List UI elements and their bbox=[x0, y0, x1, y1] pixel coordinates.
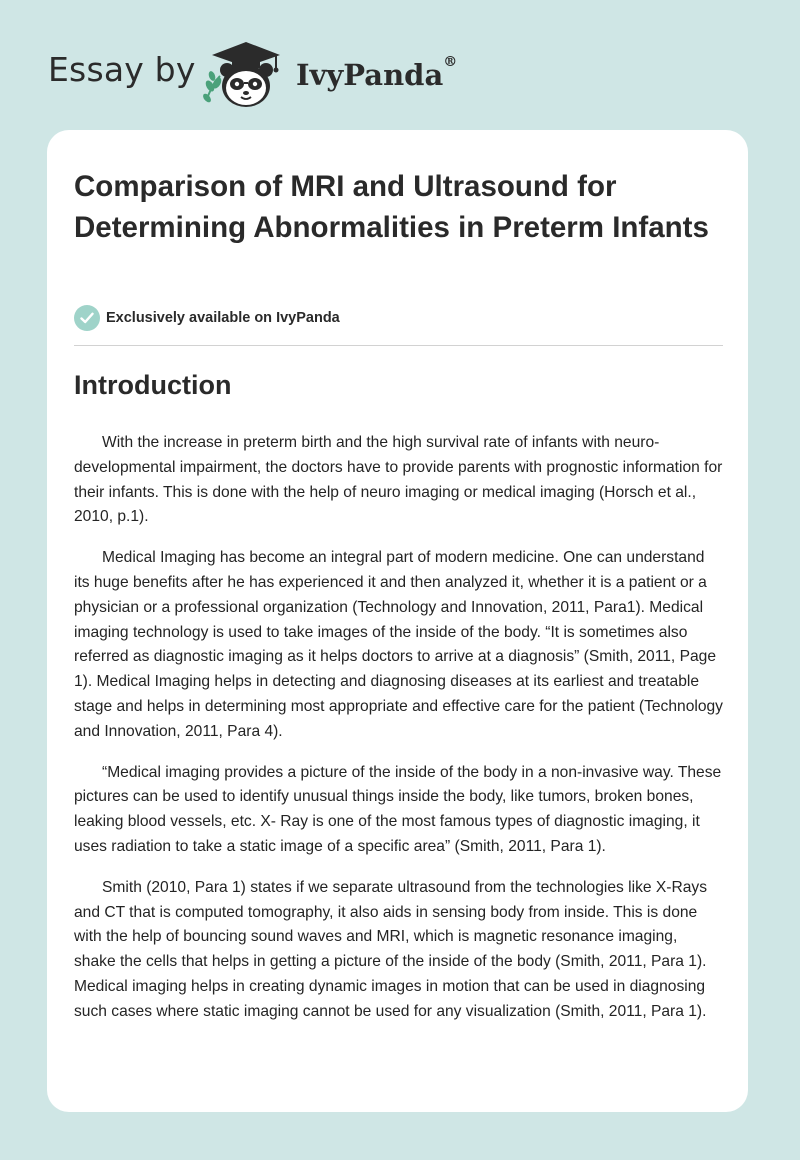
paragraph: Medical Imaging has become an integral part of modern medicine. One can understand its huge benefits after he has experienced it and then analyzed it, whether it is a patient or a physician or a professional organization (Technology and Innovation, 2011, Para1). Medical imaging technology is used to take images of the inside of the body. “It is sometimes also referred as diagnostic imaging as it helps doctors to arrive at a diagnosis” (Smith, 2011, Page 1). Medical Imaging helps in detecting and diagnosing diseases at its earliest and treatable stage and helps in determining most appropriate and effective care for the patient (Technology and Innovation, 2011, Para 4). bbox=[74, 549, 723, 740]
essay-card bbox=[47, 130, 748, 1112]
essay-body bbox=[74, 431, 723, 1041]
brand-name[interactable] bbox=[296, 54, 458, 92]
check-icon bbox=[74, 305, 100, 331]
essay-by-label: Essay by bbox=[48, 50, 196, 89]
paragraph: “Medical imaging provides a picture of the inside of the body in a non-invasive way. These pictures can be used to identify unusual things inside the body, like tumors, broken bones, leaking blood vessels, etc. X- Ray is one of the most famous types of diagnostic imaging, it uses radiation to take a static image of a specific area” (Smith, 2011, Para 1). bbox=[74, 763, 722, 855]
brand-name-text: IvyPanda bbox=[296, 58, 444, 92]
site-header bbox=[0, 0, 800, 120]
section-heading: Introduction bbox=[74, 370, 232, 400]
exclusive-badge bbox=[74, 305, 340, 331]
panda-logo-icon[interactable] bbox=[200, 36, 290, 110]
paragraph: Smith (2010, Para 1) states if we separate ultrasound from the technologies like X-Rays and CT that is computed tomography, it also aids in sensing body from inside. This is done with the help of bouncing sound waves and MRI, which is magnetic resonance imaging, shake the cells that helps in getting a picture of the inside of the body (Smith, 2011, Para 1). Medical imaging helps in creating dynamic images in motion that can be used in diagnosing such cases where static imaging cannot be used for any visualization (Smith, 2011, Para 1). bbox=[74, 878, 707, 1020]
registered-mark: ® bbox=[443, 54, 458, 70]
divider bbox=[74, 345, 723, 346]
exclusive-label: Exclusively available on IvyPanda bbox=[106, 310, 340, 326]
paragraph: With the increase in preterm birth and the high survival rate of infants with neuro-developmental impairment, the doctors have to provide parents with prognostic information for their infants. This is done with the help of neuro imaging or medical imaging (Horsch et al., 2010, p.1). bbox=[74, 434, 723, 526]
page-title: Comparison of MRI and Ultrasound for Determining Abnormalities in Preterm Infants bbox=[74, 170, 709, 244]
